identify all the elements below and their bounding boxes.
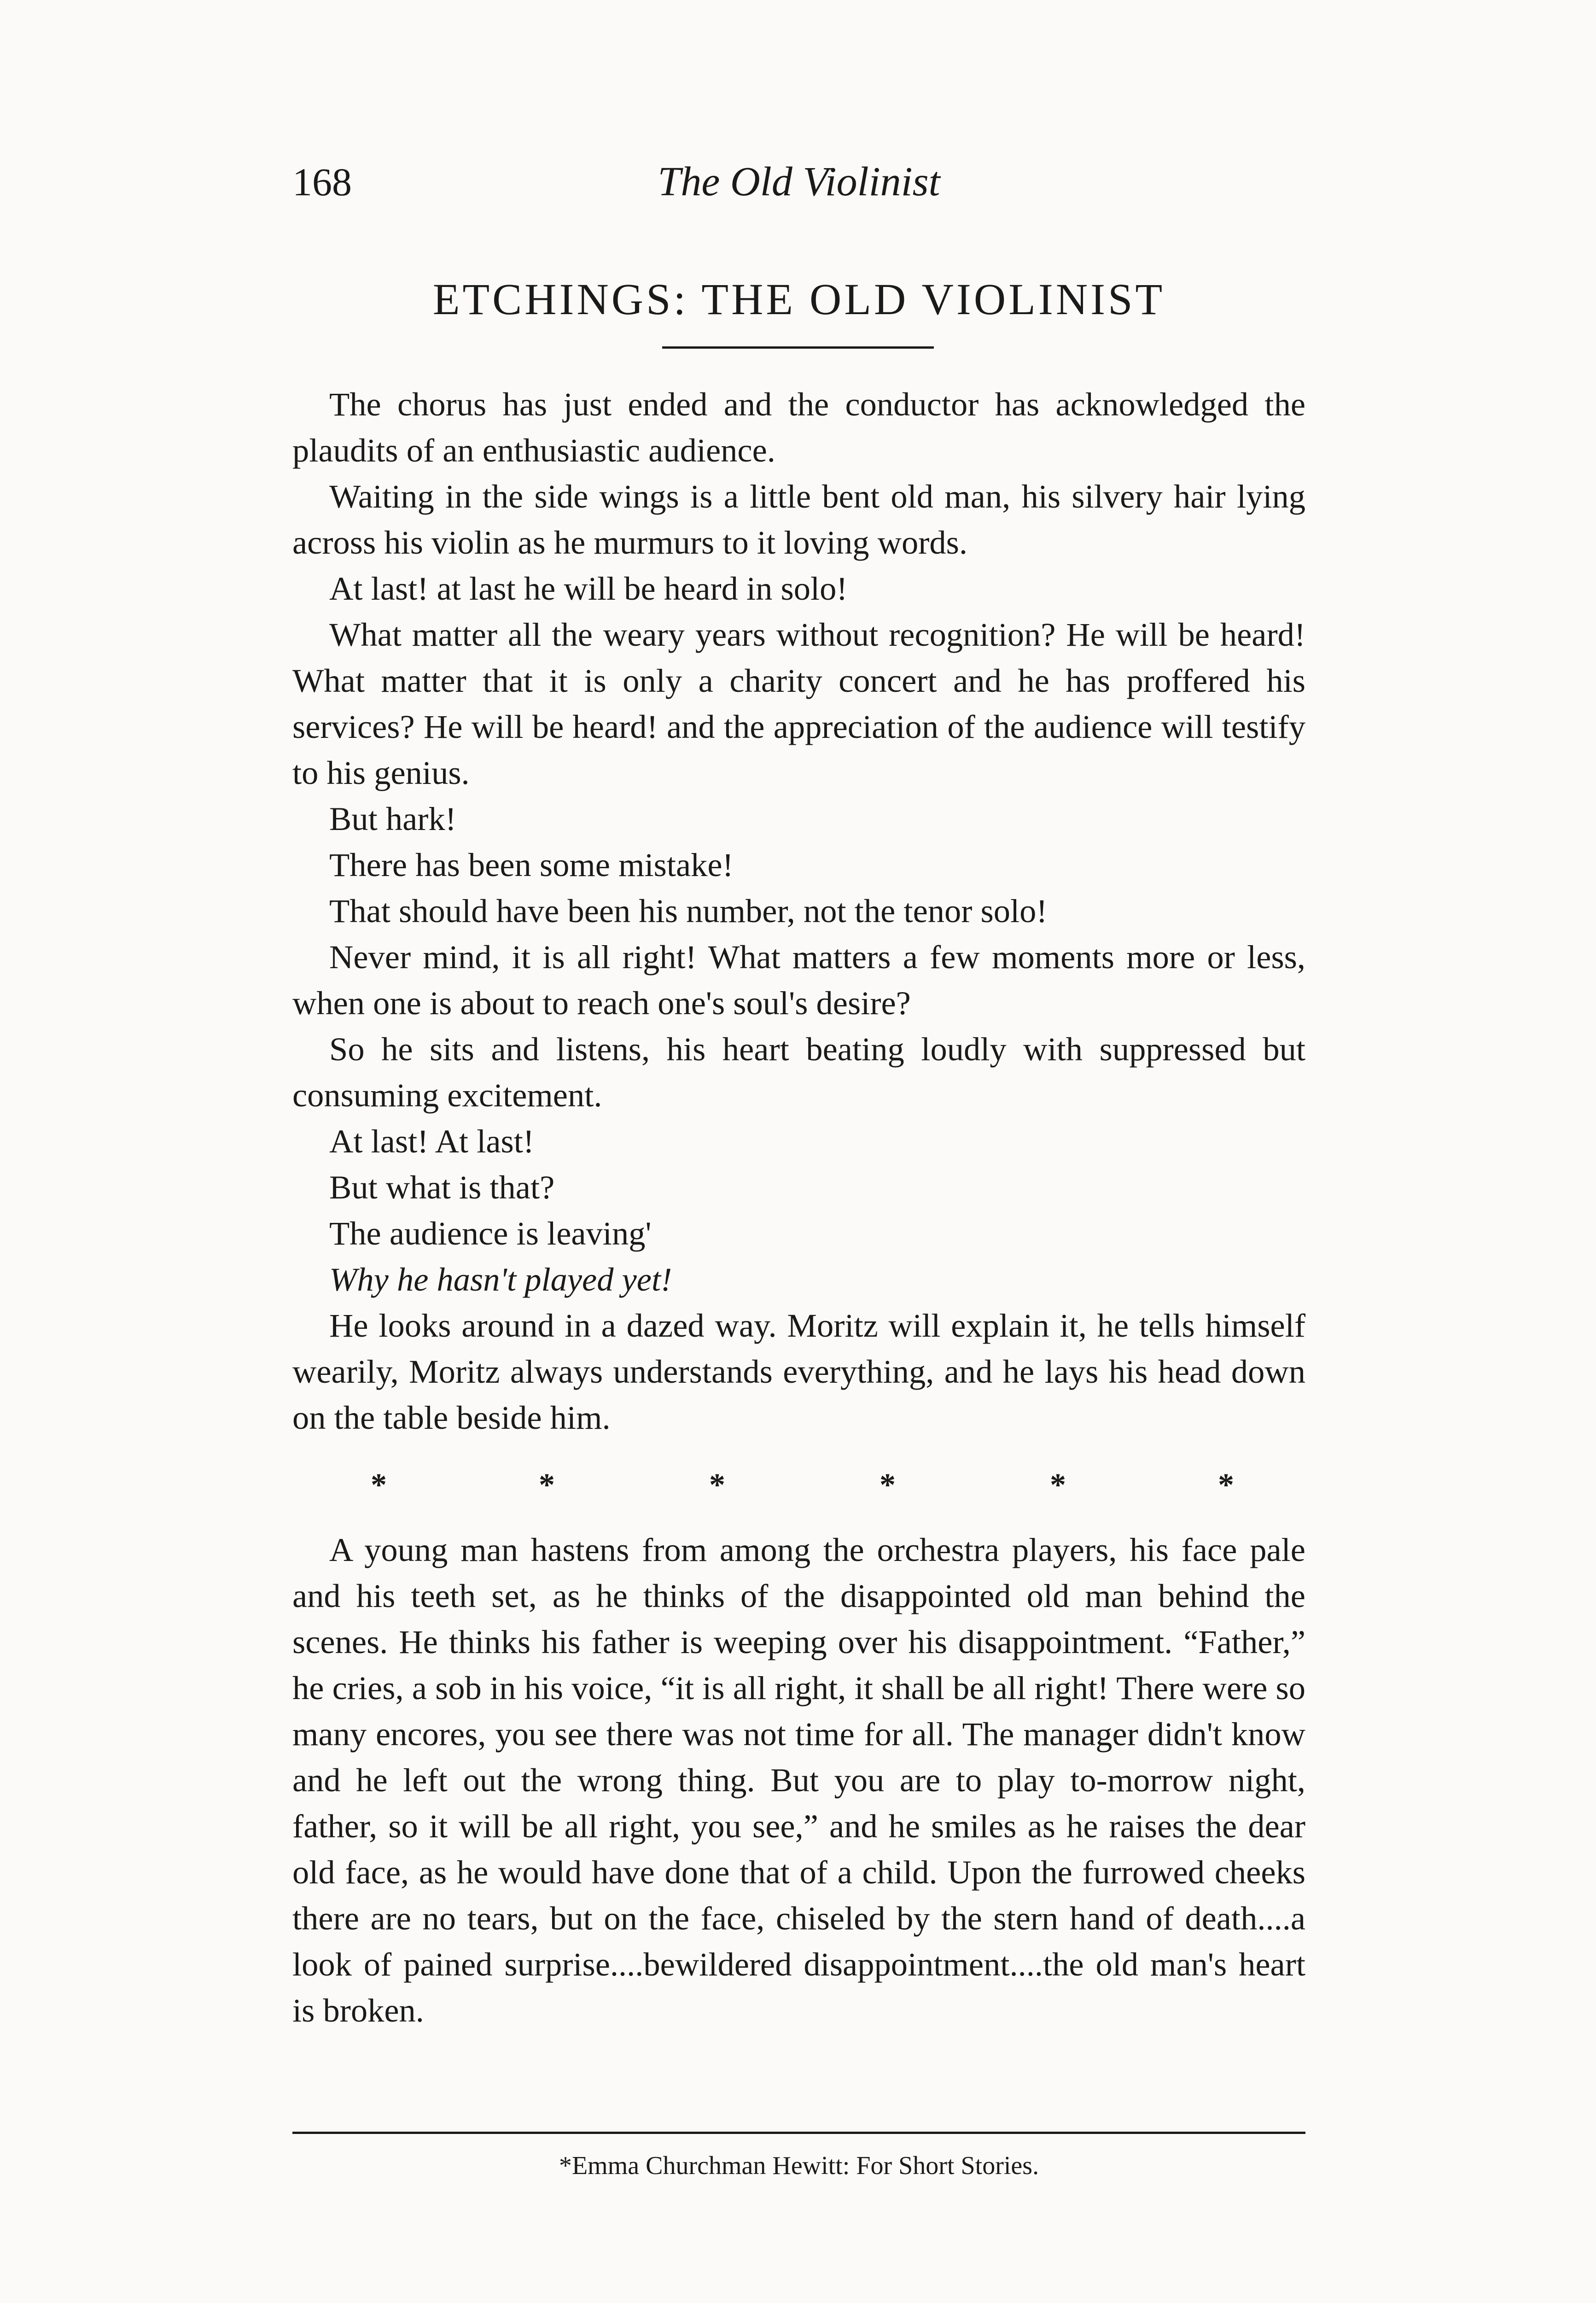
title-rule bbox=[662, 346, 934, 349]
footnote-rule bbox=[292, 2132, 1305, 2134]
separator-star: * bbox=[1218, 1467, 1234, 1503]
paragraph: Never mind, it is all right! What matters a few moments more or less, when one is about to reach one's soul's desire? bbox=[292, 938, 1305, 1022]
paragraph: At last! at last he will be heard in solo! bbox=[329, 570, 848, 607]
page-number: 168 bbox=[292, 160, 352, 204]
paragraph: Waiting in the side wings is a little bent old man, his silvery hair lying across his violin as he murmurs to it loving words. bbox=[292, 478, 1305, 561]
chapter-title: ETCHINGS: THE OLD VIOLINIST bbox=[432, 275, 1165, 324]
running-title: The Old Violinist bbox=[658, 159, 940, 205]
separator-star: * bbox=[1050, 1467, 1066, 1503]
paragraph: But what is that? bbox=[329, 1169, 555, 1206]
body-text-part-2 bbox=[292, 1527, 1305, 2034]
paragraph: Why he hasn't played yet! bbox=[329, 1261, 672, 1298]
separator-star: * bbox=[880, 1467, 896, 1503]
paragraph: There has been some mistake! bbox=[329, 846, 734, 883]
paragraph: At last! At last! bbox=[329, 1122, 535, 1160]
footnote: *Emma Churchman Hewitt: For Short Stories. bbox=[559, 2151, 1039, 2180]
section-separator bbox=[292, 1462, 1305, 1508]
separator-star: * bbox=[371, 1467, 387, 1503]
paragraph: What matter all the weary years without recognition? He will be heard! What matter that it is only a charity concert and he has proffered his services? He will be heard! and the appreciation of the audience will testify to his genius. bbox=[292, 616, 1305, 791]
separator-star: * bbox=[709, 1467, 725, 1503]
separator-star: * bbox=[539, 1467, 555, 1503]
paragraph: The audience is leaving' bbox=[329, 1215, 652, 1252]
paragraph: The chorus has just ended and the conductor has acknowledged the plaudits of an enthusiastic audience. bbox=[292, 386, 1305, 469]
body-text-part-1 bbox=[292, 381, 1305, 1441]
paragraph: So he sits and listens, his heart beating loudly with suppressed but consuming excitement. bbox=[292, 1030, 1305, 1114]
paragraph: That should have been his number, not the tenor solo! bbox=[329, 892, 1048, 929]
paragraph: He looks around in a dazed way. Moritz will explain it, he tells himself wearily, Moritz always understands everything, and he lays his head down on the table beside him. bbox=[292, 1307, 1305, 1436]
running-head bbox=[292, 152, 1305, 212]
paragraph: A young man hastens from among the orchestra players, his face pale and his teeth set, as he thinks of the disappointed old man behind the scenes. He thinks his father is weeping over his disappointment. “Father,” he cries, a sob in his voice, “it is all right, it shall be all right! There were so many encores, you see there was not time for all. The manager didn't know and he left out the wrong thing. But you are to play to-morrow night, father, so it will be all right, you see,” and he smiles as he raises the dear old face, as he would have done that of a child. Upon the furrowed cheeks there are no tears, but on the face, chiseled by the stern hand of death....a look of pained surprise....bewildered disappointment....the old man's heart is broken. bbox=[292, 1531, 1305, 2029]
paragraph: But hark! bbox=[329, 800, 456, 837]
